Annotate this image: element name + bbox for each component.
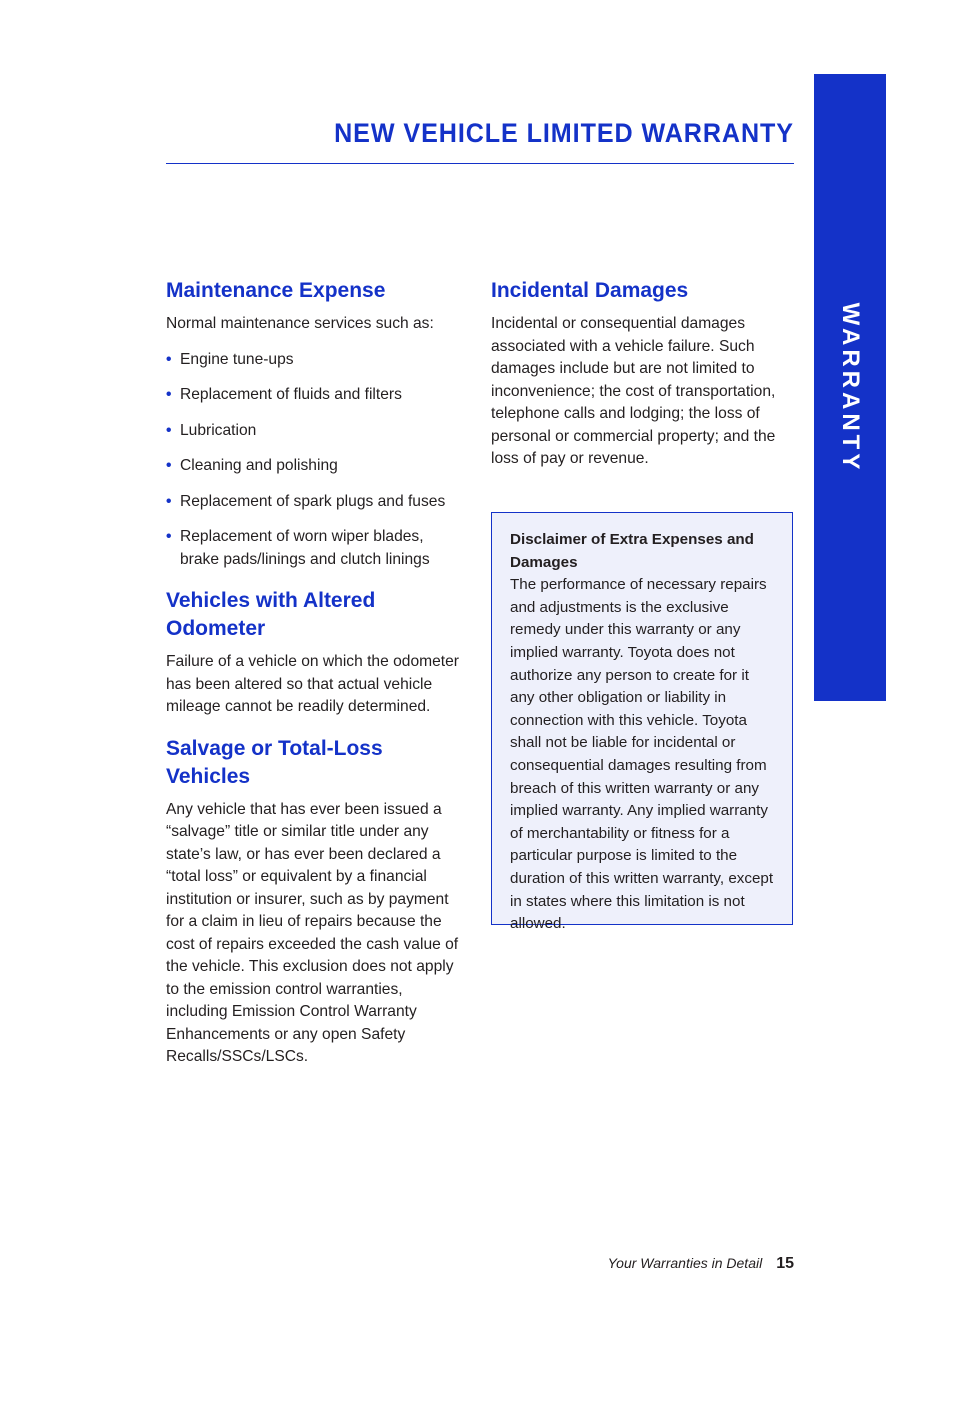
bullet-icon: • <box>166 528 172 545</box>
list-item-text: Lubrication <box>180 421 257 439</box>
list-item <box>166 420 466 443</box>
footer-label: Your Warranties in Detail <box>607 1255 763 1271</box>
maintenance-list <box>166 349 466 572</box>
maintenance-intro: Normal maintenance services such as: <box>166 315 434 332</box>
section-tab <box>814 74 886 701</box>
page-title: NEW VEHICLE LIMITED WARRANTY <box>334 118 794 148</box>
maintenance-heading: Maintenance Expense <box>166 279 386 302</box>
bullet-icon: • <box>166 492 172 510</box>
left-column <box>166 277 466 1069</box>
incidental-body: Incidental or consequential damages associated with a vehicle failure. Such damages include but are not limited to inconvenience; the cost of transportation, telephone calls and lodging; the loss of personal or commercial property; and the loss of pay or revenue. <box>491 315 776 467</box>
page-footer <box>560 1253 794 1274</box>
bullet-icon: • <box>166 386 172 403</box>
disclaimer-box <box>491 512 793 933</box>
bullet-icon: • <box>166 350 172 368</box>
section-tab-label: WARRANTY <box>837 302 864 473</box>
bullet-icon: • <box>166 457 172 474</box>
disclaimer-body: The performance of necessary repairs and adjustments is the exclusive remedy under this warranty or any implied warranty. Toyota does not authorize any person to create for it any other obligation or liability in connection with this vehicle. Toyota shall not be liable for incidental or consequential damages resulting from breach of this written warranty or any implied warranty. Any implied warranty of merchantability or fitness for a particular purpose is limited to the duration of this written warranty, except in states where this limitation is not allowed. <box>510 576 774 933</box>
list-item <box>166 384 466 407</box>
list-item-text: Cleaning and polishing <box>180 457 338 474</box>
list-item <box>166 491 466 514</box>
incidental-heading: Incidental Damages <box>491 279 689 302</box>
header-divider <box>166 163 794 164</box>
odometer-body: Failure of a vehicle on which the odometer has been altered so that actual vehicle mileage cannot be readily determined. <box>166 653 459 715</box>
salvage-heading: Salvage or Total-Loss Vehicles <box>166 736 383 788</box>
odometer-heading: Vehicles with Altered Odometer <box>166 589 376 640</box>
list-item-text: Replacement of spark plugs and fuses <box>180 492 446 510</box>
salvage-body: Any vehicle that has ever been issued a “salvage” title or similar title under any state’s law, or has ever been declared a “total loss” or equivalent by a financial institution or insurer, such as by payment for a claim in lieu of repairs because the cost of repairs exceeded the cash value of the vehicle. This exclusion does not apply to the emission control warranties, including Emission Control Warranty Enhancements or any open Safety Recalls/SSCs/LSCs. <box>166 800 459 1065</box>
page-number: 15 <box>776 1255 794 1272</box>
list-item <box>166 349 466 372</box>
list-item-text: Replacement of fluids and filters <box>180 386 402 403</box>
list-item-text: Replacement of worn wiper blades, brake pads/linings and clutch linings <box>180 528 430 568</box>
right-column <box>491 277 793 471</box>
bullet-icon: • <box>166 421 172 439</box>
list-item <box>166 455 466 478</box>
list-item-text: Engine tune-ups <box>180 350 294 368</box>
list-item <box>166 526 466 571</box>
disclaimer-title: Disclaimer of Extra Expenses and Damages <box>510 531 754 571</box>
